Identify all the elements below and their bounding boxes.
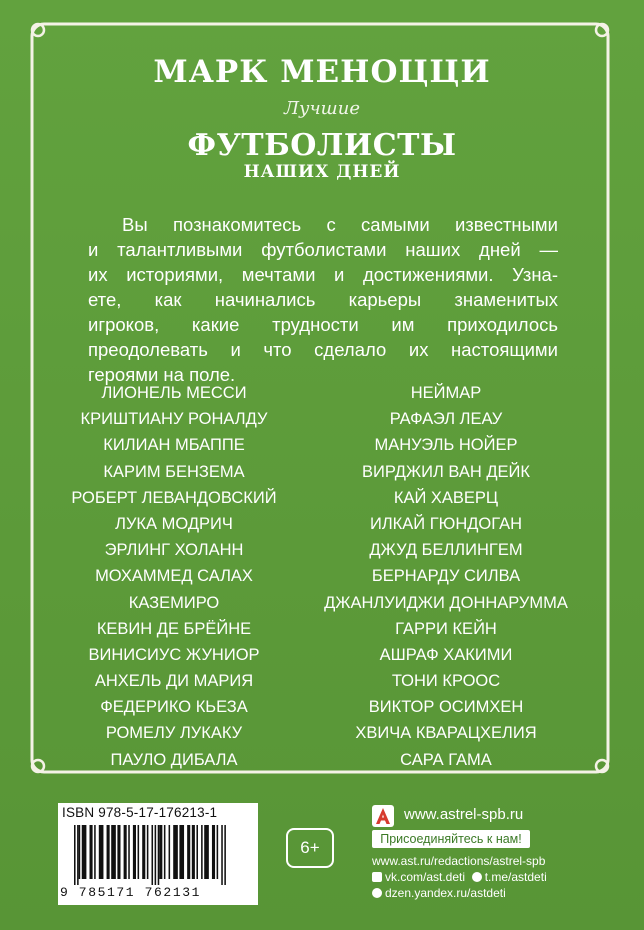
social-links-row: [372, 870, 547, 884]
blurb-line: преодолевать и что сделало их настоящими: [88, 339, 558, 360]
blurb-line: ете, как начинались карьеры знаменитых: [88, 289, 558, 310]
barcode-bar: [173, 825, 178, 879]
player-name: ДЖУД БЕЛЛИНГЕМ: [369, 541, 523, 560]
player-name: КАЗЕМИРО: [128, 593, 220, 612]
vk-link[interactable]: vk.com/ast.deti: [385, 870, 466, 884]
dzen-link[interactable]: dzen.yandex.ru/astdeti: [385, 886, 506, 900]
player-name: КАРИМ БЕНЗЕМА: [103, 462, 245, 481]
telegram-icon: [472, 872, 482, 882]
barcode-bar: [117, 825, 120, 879]
barcode-digits: 9 785171 762131: [60, 885, 202, 900]
player-name: АШРАФ ХАКИМИ: [379, 645, 513, 664]
blurb-paragraph: [88, 212, 558, 387]
barcode-bar: [79, 825, 81, 879]
player-name: БЕРНАРДУ СИЛВА: [371, 567, 521, 586]
blurb-line: их историями, мечтами и достижениями. Узна-: [88, 264, 558, 285]
player-name: ПАУЛО ДИБАЛА: [110, 750, 238, 769]
blurb-line: и талантливыми футболистами наших дней —: [88, 239, 558, 260]
publisher-website-link[interactable]: www.astrel-spb.ru: [404, 806, 524, 823]
isbn-number: ISBN 978-5-17-176213-1: [62, 805, 218, 820]
join-us-banner: Присоединяйтесь к нам!: [372, 830, 530, 848]
barcode-bar: [74, 825, 76, 885]
player-name: КРИШТИАНУ РОНАЛДУ: [80, 410, 268, 429]
player-name: КАЙ ХАВЕРЦ: [393, 488, 499, 507]
barcode-bar: [90, 825, 93, 879]
publisher-logo-icon-shape: [372, 805, 394, 827]
barcode-bar: [212, 825, 215, 879]
barcode-bar: [201, 825, 203, 879]
player-name: ЛИОНЕЛЬ МЕССИ: [101, 384, 247, 402]
age-rating-badge: 6+: [286, 828, 334, 868]
blurb-line: героями на поле.: [88, 364, 236, 385]
blurb-line: игроков, какие трудности им приходилось: [88, 314, 558, 335]
barcode-bar: [155, 825, 157, 885]
barcode-bar: [147, 825, 149, 879]
barcode-bar: [77, 825, 79, 885]
player-name: ВИНИСИУС ЖУНИОР: [88, 645, 260, 664]
telegram-link[interactable]: t.me/astdeti: [484, 870, 547, 884]
barcode-bar: [159, 825, 162, 879]
vk-icon: [372, 872, 382, 882]
barcode-bar: [187, 825, 190, 879]
player-name: МАНУЭЛЬ НОЙЕР: [374, 436, 518, 455]
author-name: МАРК МЕНОЦЦИ: [153, 54, 491, 90]
barcode-bar: [94, 825, 96, 879]
player-name: ЛУКА МОДРИЧ: [115, 514, 233, 533]
barcode-bar: [204, 825, 209, 879]
barcode-bar: [221, 825, 223, 885]
book-subtitle: НАШИХ ДНЕЙ: [243, 162, 401, 182]
player-name: РАФАЭЛ ЛЕАУ: [389, 410, 503, 429]
player-name: АНХЕЛЬ ДИ МАРИЯ: [94, 672, 254, 691]
barcode-bar: [217, 825, 219, 879]
players-column-left: [34, 380, 314, 773]
barcode-bar: [128, 825, 130, 879]
player-name: ДЖАНЛУИДЖИ ДОННАРУММА: [324, 593, 568, 612]
barcode-bar: [192, 825, 195, 879]
barcode-bar: [99, 825, 104, 879]
barcode-icon: [70, 825, 252, 885]
player-name: ВИРДЖИЛ ВАН ДЕЙК: [361, 462, 531, 481]
barcode-bar: [164, 825, 166, 879]
player-name: САРА ГАМА: [400, 750, 492, 769]
dzen-links-row: [372, 886, 506, 900]
barcode-bar: [138, 825, 140, 879]
player-name: ХВИЧА КВАРАЦХЕЛИЯ: [355, 724, 537, 743]
barcode-bar: [179, 825, 184, 879]
player-name: РОМЕЛУ ЛУКАКУ: [105, 724, 243, 743]
barcode-bar: [158, 825, 160, 885]
isbn-barcode-box: [58, 803, 258, 905]
players-column-right: [306, 380, 586, 773]
player-name: ТОНИ КРООС: [391, 672, 501, 691]
player-name: ЭРЛИНГ ХОЛАНН: [104, 541, 244, 560]
barcode-bar: [224, 825, 226, 885]
player-name: ГАРРИ КЕЙН: [395, 619, 497, 638]
barcode-bar: [133, 825, 136, 879]
ast-redactions-link[interactable]: www.ast.ru/redactions/astrel-spb: [372, 854, 546, 868]
publisher-logo-icon: [372, 805, 394, 827]
barcode-bar: [111, 825, 116, 879]
barcode-bar: [124, 825, 127, 879]
barcode-bar: [107, 825, 110, 879]
barcode-bar: [142, 825, 145, 879]
player-name: ФЕДЕРИКО КЬЕЗА: [100, 698, 248, 717]
barcode-bar: [82, 825, 87, 879]
player-name: КИЛИАН МБАППЕ: [103, 436, 245, 455]
barcode-bar: [152, 825, 154, 885]
player-name: ИЛКАЙ ГЮНДОГАН: [369, 514, 523, 533]
blurb-line: Вы познакомитесь с самыми известными: [122, 214, 558, 235]
dzen-icon: [372, 888, 382, 898]
player-name: ВИКТОР ОСИМХЕН: [368, 698, 524, 717]
player-name: КЕВИН ДЕ БРЁЙНЕ: [96, 619, 252, 638]
title-script-word: Лучшие: [284, 98, 360, 119]
book-title: ФУТБОЛИСТЫ: [187, 128, 457, 163]
barcode-bar: [196, 825, 198, 879]
player-name: МОХАММЕД САЛАХ: [95, 567, 253, 586]
player-name: РОБЕРТ ЛЕВАНДОВСКИЙ: [71, 488, 277, 507]
barcode-bar: [169, 825, 171, 879]
player-name: НЕЙМАР: [410, 384, 482, 402]
